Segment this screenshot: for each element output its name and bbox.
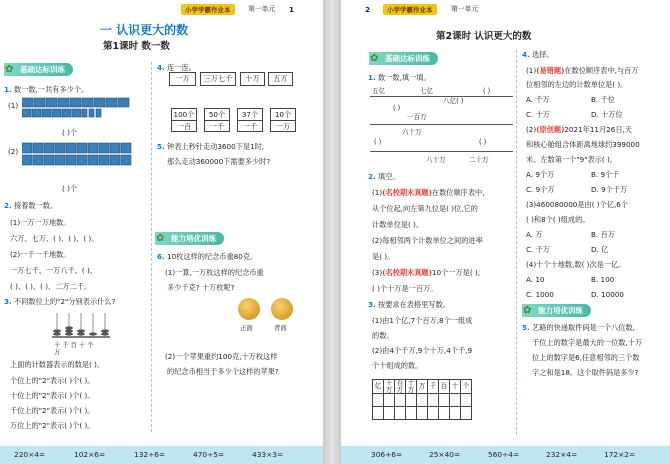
q3-1: (1)由1个亿,7个百万,8个一组成 <box>372 316 473 325</box>
column-divider <box>516 50 517 435</box>
nl1-label-d[interactable]: ( ) <box>483 87 491 95</box>
q5-c: 位上的数字是6,任意相邻的三个数 <box>532 353 640 362</box>
col-baiwan: 百万 <box>395 380 406 394</box>
q4-1b[interactable]: 位相邻的左边的计数单位是( )。 <box>526 80 628 89</box>
q2-2: (2)每相邻两个计数单位之间的进率 <box>372 236 483 245</box>
match-bottom-3-sub: 一千 <box>242 122 258 131</box>
q6-1: (1)一算,一万枚这样的纪念币重 <box>165 268 264 277</box>
header-badge: 小学学霸作业本 <box>181 4 235 15</box>
match-bottom-1-top: 100个 <box>173 110 195 119</box>
q4-1-text: 在数位顺序表中,与百万 <box>564 66 639 75</box>
cell[interactable] <box>395 394 406 407</box>
question-3: 3. 按要求在表格里写数。 <box>368 300 450 309</box>
q3-text: 按要求在表格里写数。 <box>378 300 450 309</box>
match-top-1[interactable]: 一万 <box>169 72 196 86</box>
q5-text: 钟表上秒针走动3600下是1时, <box>167 142 265 151</box>
q5-text-2: 那么走动360000下需要多少时? <box>167 157 271 166</box>
q2-3[interactable]: (3)(名校期末真题)10个一万是( ); <box>372 268 481 277</box>
match-top-4[interactable]: 五万 <box>268 72 293 86</box>
question-2: 2. 填空。 <box>368 172 400 181</box>
abacus-sub-label: 万 <box>54 349 61 356</box>
col-bai: 百 <box>439 380 450 394</box>
question-1: 1. 数一数,一共有多少个。 <box>4 85 89 94</box>
footer-item: 220×4= <box>14 450 46 459</box>
question-4: 4. 选择。 <box>522 50 554 59</box>
q2-1: (1)一万一万地数。 <box>10 218 71 227</box>
col-shiwan: 十万 <box>406 380 417 394</box>
footer-item: 470÷5= <box>193 450 225 459</box>
match-top-2[interactable]: 三万七千 <box>200 72 236 86</box>
q3-line5[interactable]: 万位上的"2"表示( )个( )。 <box>10 421 95 430</box>
q2-2-answer-a[interactable]: 一万七千、一万八千、( )、 <box>10 266 97 275</box>
q2-1-text: 在数位顺序表中, <box>431 188 485 197</box>
coin-back-label: 背面 <box>274 324 287 332</box>
question-5: 5. 钟表上秒针走动3600下是1时, <box>157 142 265 151</box>
cell[interactable] <box>406 407 417 420</box>
q5-d: 字之和是18。这个取件码是多少? <box>532 368 639 377</box>
q2-1c[interactable]: 计数单位是( )。 <box>372 220 424 229</box>
q4-3[interactable]: (3)460080000是由( )个亿,6个 <box>526 200 629 209</box>
q6-2: (2)一个苹果重约100克,十万枚这样 <box>165 352 278 361</box>
q6-2b: 的纪念币相当于多少个这样的苹果? <box>167 367 279 376</box>
q2-3-text: 10个一万是( ); <box>431 268 481 277</box>
cell[interactable] <box>384 407 395 420</box>
number-line-2 <box>370 124 513 125</box>
q3-1b: 的数。 <box>372 331 394 340</box>
nl1-label-a: 五亿 <box>372 87 386 95</box>
q3-line4[interactable]: 千位上的"2"表示( )个( )。 <box>10 406 95 415</box>
column-divider <box>151 62 152 432</box>
match-bottom-4-top: 10个 <box>271 109 295 121</box>
number-line-3 <box>370 151 513 152</box>
page-number: 1 <box>289 5 295 14</box>
footer-item: 433×3= <box>252 450 284 459</box>
tag-exam: 名校期末真题 <box>385 188 429 197</box>
option-c[interactable]: C. 9个万 <box>526 185 555 194</box>
q2-2-answer-b[interactable]: ( )、( )、( )、二万二千。 <box>10 282 92 291</box>
q3-2: (2)由4个千万,9个十万,4个千,9 <box>372 346 473 355</box>
q4-2: (2)(原创题)2021年11月26日,天 <box>526 125 632 134</box>
abacus-figure <box>50 311 112 341</box>
match-bottom-2-sub: 一千 <box>209 122 225 131</box>
unit-label: 第一单元 <box>451 5 479 13</box>
section-basic-training <box>4 63 73 76</box>
nl1-blank-1[interactable]: ( ) <box>393 104 401 112</box>
q1-text: 数一数,填一填。 <box>378 73 431 82</box>
tag-exam: 名校期末真题 <box>385 268 429 277</box>
footer-item: 25×40= <box>429 450 461 459</box>
coin-front-label: 正面 <box>240 324 253 332</box>
section-label: 基础达标训练 <box>20 65 65 74</box>
q2-2: (2)一千一千地数。 <box>10 250 71 259</box>
nl2-blank-b[interactable]: ( ) <box>479 138 487 146</box>
lesson-title: 第2课时 认识更大的数 <box>436 31 532 42</box>
q2-2b[interactable]: 是( )。 <box>372 252 395 261</box>
nl2-label-top: 一百万 <box>407 113 427 121</box>
cell[interactable] <box>417 394 428 407</box>
tag-error: 易错题 <box>539 66 562 75</box>
col-shi: 十 <box>450 380 461 394</box>
unit-title: 一 认识更大的数 <box>100 23 189 37</box>
question-6: 6. 10枚这样的纪念币重80克。 <box>157 252 258 261</box>
cell[interactable] <box>450 407 461 420</box>
label-2: (2) <box>8 147 19 156</box>
coin-back-image <box>271 298 293 320</box>
cell[interactable] <box>461 394 472 407</box>
option-a[interactable]: A. 万 <box>526 230 543 239</box>
option-a[interactable]: A. 10 <box>526 275 545 284</box>
option-a[interactable]: A. 千万 <box>526 95 550 104</box>
nl2-blank-a[interactable]: ( ) <box>374 138 382 146</box>
section-label: 能力培优训练 <box>171 234 216 243</box>
match-bottom-3-top: 37个 <box>238 109 262 121</box>
nl3-label-a: 八十万 <box>426 156 446 164</box>
q2-1b[interactable]: 从个位起,向左第九位是( )位,它的 <box>372 204 478 213</box>
footer-item: 132÷6= <box>134 450 166 459</box>
left-page <box>0 0 323 464</box>
q4-4[interactable]: (4)十个十地数,数( )次是一亿。 <box>526 260 626 269</box>
cell[interactable] <box>373 407 384 420</box>
section-ability-training <box>522 304 591 317</box>
q4-1: (1)(易错题)在数位顺序表中,与百万 <box>526 66 639 75</box>
q4-2c[interactable]: 米。左数第一个"9"表示( )。 <box>526 155 617 164</box>
coin-front-image <box>238 298 260 320</box>
section-basic-training <box>369 52 438 65</box>
option-c[interactable]: C. 千万 <box>526 245 550 254</box>
q3-text: 不同数位上的"2"分别表示什么? <box>14 297 116 306</box>
cell[interactable] <box>428 407 439 420</box>
lesson-title: 第1课时 数一数 <box>103 41 170 52</box>
sprout-icon: ✿ <box>5 64 14 75</box>
section-label: 能力培优训练 <box>538 306 583 315</box>
option-a[interactable]: A. 9个万 <box>526 170 555 179</box>
sprout-icon: ✿ <box>370 53 379 64</box>
col-ge: 个 <box>461 380 472 394</box>
unit-label: 第一单元 <box>248 5 276 13</box>
question-2: 2. 接着数一数。 <box>4 201 58 210</box>
answer-1-2[interactable]: ( )个 <box>62 184 78 193</box>
question-5: 5. 艺路的快递取件码是一个八位数, <box>522 323 635 332</box>
cell[interactable] <box>406 394 417 407</box>
nl1-label-c[interactable]: 八亿( ) <box>443 97 464 105</box>
q4-text: 连一连。 <box>167 63 196 72</box>
tag-original: 原创题 <box>539 125 562 134</box>
q6-text: 10枚这样的纪念币重80克。 <box>167 252 258 261</box>
option-c[interactable]: C. 十万 <box>526 110 550 119</box>
match-bottom-1[interactable] <box>171 108 197 132</box>
col-wan: 万 <box>417 380 428 394</box>
footer-item: 172×2= <box>604 450 636 459</box>
q1-text: 数一数,一共有多少个。 <box>14 85 89 94</box>
nl1-label-b: 七亿 <box>420 87 434 95</box>
place-value-table <box>372 379 472 420</box>
footer-item: 560÷4= <box>488 450 520 459</box>
footer-exercises <box>0 446 323 464</box>
q3-line1[interactable]: 上面的计数器表示的数是( )。 <box>10 360 105 369</box>
sprout-icon: ✿ <box>156 233 165 244</box>
book-spine <box>323 0 341 464</box>
nl2-label-a: 六十万 <box>402 128 422 136</box>
q2-text: 填空。 <box>378 172 400 181</box>
footer-item: 102×6= <box>74 450 106 459</box>
cell[interactable] <box>439 407 450 420</box>
option-d[interactable]: D. 10000 <box>591 290 624 299</box>
option-b[interactable]: B. 9个千 <box>591 170 620 179</box>
q2-3b[interactable]: ( )个十万是一百万。 <box>372 284 438 293</box>
q3-line2[interactable]: 个位上的"2"表示( )个( )。 <box>10 376 95 385</box>
page-number: 2 <box>365 5 371 14</box>
right-page <box>341 0 670 464</box>
q4-2-text: 2021年11月26日,天 <box>564 125 632 134</box>
option-c[interactable]: C. 1000 <box>526 290 554 299</box>
option-d[interactable]: D. 十万位 <box>591 110 623 119</box>
cell[interactable] <box>450 394 461 407</box>
number-line-1 <box>370 96 513 97</box>
option-b[interactable]: B. 百万 <box>591 230 615 239</box>
q5-b: 千位上的数字是最大的一位数,十万 <box>532 338 643 347</box>
sprout-icon: ✿ <box>523 305 532 316</box>
cell[interactable] <box>428 394 439 407</box>
cell[interactable] <box>373 394 384 407</box>
option-b[interactable]: B. 100 <box>591 275 615 284</box>
block-figure-1 <box>22 97 150 119</box>
q5-text: 艺路的快递取件码是一个八位数, <box>532 323 635 332</box>
cell[interactable] <box>417 407 428 420</box>
q2-1: (1)(名校期末真题)在数位顺序表中, <box>372 188 485 197</box>
col-qianwan: 千万 <box>384 380 395 394</box>
match-bottom-4[interactable] <box>270 108 296 132</box>
footer-exercises <box>341 446 670 464</box>
label-1: (1) <box>8 101 19 110</box>
footer-item: 306+6= <box>371 450 403 459</box>
match-bottom-4-sub: 一万 <box>275 122 291 131</box>
option-b[interactable]: B. 千位 <box>591 95 615 104</box>
question-4: 4. 连一连。 <box>157 63 196 72</box>
header-badge: 小学学霸作业本 <box>383 4 437 15</box>
section-ability-training <box>155 232 224 245</box>
section-label: 基础达标训练 <box>385 54 430 63</box>
q3-2b: 个十组成的数。 <box>372 361 423 370</box>
abacus-labels: 十 千 百 十 个 <box>54 342 94 349</box>
nl3-label-b: 二十万 <box>469 156 489 164</box>
block-figure-2 <box>22 142 150 168</box>
match-bottom-2-top: 50个 <box>205 109 229 121</box>
q3-line3[interactable]: 十位上的"2"表示( )个( )。 <box>10 391 95 400</box>
match-bottom-1-sub: 一百 <box>176 122 192 131</box>
q4-2b: 和核心舱组合体距离地球约399000 <box>526 140 640 149</box>
q2-text: 接着数一数。 <box>14 201 58 210</box>
q2-1-answer[interactable]: 六万、七万、( )、( )、( )。 <box>10 234 99 243</box>
option-d[interactable]: D. 9个千万 <box>591 185 628 194</box>
q6-1b: 多少千克? 十万枚呢? <box>167 283 235 292</box>
footer-item: 232×4= <box>546 450 578 459</box>
question-1: 1. 数一数,填一填。 <box>368 73 431 82</box>
match-bottom-3[interactable] <box>237 108 263 132</box>
option-d[interactable]: D. 亿 <box>591 245 609 254</box>
match-top-3[interactable]: 十万 <box>240 72 265 86</box>
question-3: 3. 不同数位上的"2"分别表示什么? <box>4 297 116 306</box>
cell[interactable] <box>384 394 395 407</box>
cell[interactable] <box>395 407 406 420</box>
match-bottom-2[interactable] <box>204 108 230 132</box>
cell[interactable] <box>439 394 450 407</box>
q4-3b[interactable]: ( )和8个( )组成的。 <box>526 215 590 224</box>
q4-text: 选择。 <box>532 50 554 59</box>
answer-1-1[interactable]: ( )个 <box>62 128 78 137</box>
col-yi: 亿 <box>373 380 384 394</box>
cell[interactable] <box>461 407 472 420</box>
col-qian: 千 <box>428 380 439 394</box>
